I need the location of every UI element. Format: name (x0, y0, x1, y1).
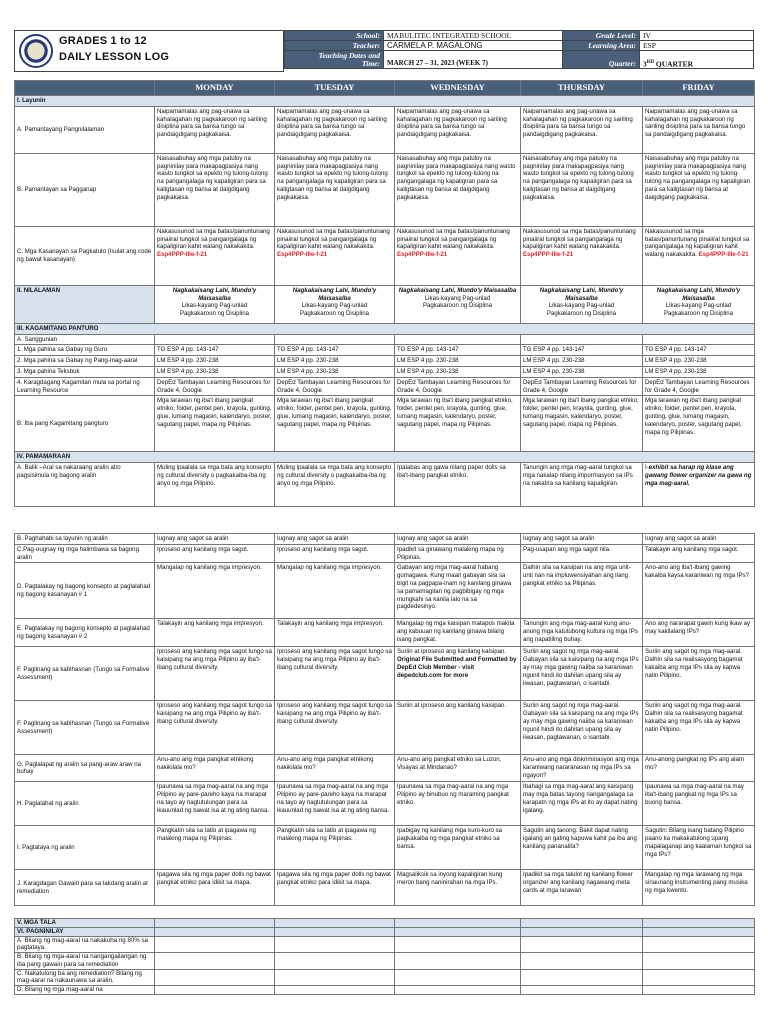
row-label: B. Pamantayan sa Pagganap (15, 153, 155, 226)
row-label: A. Bilang ng mag-aaral na nakakuha ng 80% sa pagtataya. (15, 936, 155, 953)
cell: Anu-anong pangkat ng IPs ang alam mo? (643, 755, 755, 782)
row-label: C.Pag-uugnay ng mga halimbawa sa bagong aralin (15, 544, 155, 563)
cell: Naipamamalas ang pag-unawa sa kahalagahan ng pagkakaroon ng sariling disiplina para sa bansa tungo sa pandaigdigang pagkakaisa. (521, 106, 643, 153)
cell: LM ESP 4 pp. 230-238 (643, 366, 755, 377)
cell (275, 334, 395, 345)
cell: DepEd Tambayan Learning Resources for Grade 4, Google (155, 377, 275, 396)
row-label: F. Paglinang sa kabihasnan (Tungo sa Formative Assessment) (15, 647, 155, 701)
cell: LM ESP 4 pp. 230-238 (275, 356, 395, 367)
header (14, 30, 754, 72)
cell: Pag-usapan ang mga sagot nila. (521, 544, 643, 563)
row-gabay-guro (15, 345, 755, 356)
cell: Anu-ano ang pangkat etniko sa Luzon, Visayas at Mindanao? (395, 755, 521, 782)
cell (521, 969, 643, 986)
area-label: Learning Area: (563, 41, 640, 51)
cell: LM ESP 4 pp. 230-238 (275, 366, 395, 377)
cell (275, 226, 395, 285)
section-label: VI. PAGNINILAY (15, 927, 155, 936)
cell: Anu-ano ang mga pangkat etnikong nakikilala mo? (275, 755, 395, 782)
day-thursday: THURSDAY (521, 81, 643, 96)
row-balik-aral (15, 463, 755, 507)
row-label: 4. Karagdagang Kagamitan mula sa portal ng Learning Resource (15, 377, 155, 396)
cell (395, 647, 521, 701)
header-info-table (284, 30, 754, 69)
row-karagdagang-gawain (15, 870, 755, 906)
row-sanggunian (15, 334, 755, 345)
cell (275, 953, 395, 970)
grade-label: Grade Level: (563, 31, 640, 41)
cell: Suriin ang sagot ng mga mag-aaral. Gabayan sila sa kaisipang na ang mga IPs ay may mga gawing naiiba sa karaniwan ngunit hindi ito dahilan upang sila ay iiwasan, pagtawanan, o isantabi. (521, 701, 643, 755)
dates-label-line1: Teaching Dates and (318, 50, 380, 60)
cell (521, 285, 643, 323)
row-label: G. Paglalapat ng aralin sa pang-araw araw na buhay (15, 755, 155, 782)
section-label: III. KAGAMITANG PANTURO (15, 323, 755, 334)
cell: LM ESP 4 pp. 230-238 (395, 356, 521, 367)
cell: TG ESP 4 pp. 143-147 (395, 345, 521, 356)
content-title: Nagkakaisang Lahi, Mundo'y Maisasalba (539, 286, 624, 302)
cell: Suriin ang sagot ng mga mag-aaral. Dalhin sila sa realisasyong bagamat kakaiba ang mga IPs sila ay kapwa natin Pilipino. (643, 701, 755, 755)
cell: LM ESP 4 pp. 230-238 (155, 366, 275, 377)
cell: Talakayin ang kanilang mga impresyon. (275, 619, 395, 647)
content-title: Nagkakaisang Lahi, Mundo'y Maisasalba (656, 286, 741, 302)
cell: Suriin ang sagot ng mga mag-aaral. Dalhin sila sa realisasyong bagamat kakaiba ang mga IPs sila ay kapwa natin Pilipino. (643, 647, 755, 701)
cell (155, 334, 275, 345)
cell: Anu-ano ang mga diskriminasyon ang mga karaniwang nararanasan ng mga IPs sa ngayon? (521, 755, 643, 782)
cell: Mangalap ng kanilang mga impresyon. (275, 563, 395, 619)
cell: Naipamamalas ang pag-unawa sa kahalagahan ng pagkakaroon ng sariling disiplina para sa bansa tungo sa pandaigdigang pagkakaisa. (155, 106, 275, 153)
cell: Iproseso ang kanilang mga sagot tungo sa kaisipang na ang mga Pilipino ay iba't-ibang cultural diversity. (155, 701, 275, 755)
row-label: C. Mga Kasanayan sa Pagkatuto (Isulat ang code ng bawat kasanayan) (15, 226, 155, 285)
cell (275, 285, 395, 323)
row-kasanayan-sa-pagkatuto (15, 226, 755, 285)
section-layunin (15, 96, 755, 107)
cell (275, 986, 395, 995)
day-friday: FRIDAY (643, 81, 755, 96)
dates-label (285, 51, 384, 69)
cell: DepEd Tambayan Learning Resources for Grade 4, Google (395, 377, 521, 396)
cell (643, 927, 755, 936)
teacher-value: CARMELA P. MAGALONG (384, 41, 563, 51)
cell (521, 986, 643, 995)
row-label: II. NILALAMAN (15, 285, 155, 323)
day-tuesday: TUESDAY (275, 81, 395, 96)
content-sub: Likas-kayang Pag-unlad (665, 302, 732, 310)
cell: TG ESP 4 pp. 143-147 (521, 345, 643, 356)
cell: Anu-ano ang mga pangkat etnikong nakikilala mo? (155, 755, 275, 782)
school-value: MABULITEC INTEGRATED SCHOOL (384, 31, 563, 41)
cell-text: Nakasusunod sa mga batas/panuntunang pinaiiral tungkol sa pangangalaga ng kapaligiran kahit walang nakakakita. (277, 227, 390, 251)
cell: Mangalap ng mga larawang ng mga sinaunang instrumenting pang musika ng mga kwento. (643, 870, 755, 906)
cell: Iproseso ang kanilang mga sagot tungo sa kaisipang na ang mga Pilipino ay iba't-ibang cultural diversity. (275, 647, 395, 701)
cell: Dalhin sila sa kaisipan na ang mga unit-unti nan na impluwensiyahan ang ilang pangkat etniko sa Pilipinas. (521, 563, 643, 619)
row-pagninilay-b (15, 953, 755, 970)
cell: Ipagawa sila ng mga paper dolls ng bawat pangkat etniko para idikit sa mapa. (275, 870, 395, 906)
cell (155, 927, 275, 936)
row-label: 2. Mga pahina sa Gabay ng Pang-mag-aaral (15, 356, 155, 367)
row-label: E. Pagtalakay ng bagong konsepto at paglalahad ng bagong kasanayan # 2 (15, 619, 155, 647)
row-pamantayan-sa-pagganap (15, 153, 755, 226)
content-sub: Pagkakaroon ng Disiplina (299, 310, 370, 318)
cell: Iproseso ang kanilang mga sagot. (155, 544, 275, 563)
cell: Talakayin ang kanilang mga impresyon. (155, 619, 275, 647)
cell: Talakayin ang kanilang mga sagot. (643, 544, 755, 563)
competency-code: Esp4PPP-IIIe-f-21 (523, 251, 574, 259)
cell (395, 969, 521, 986)
row-karagdagang-kagamitan (15, 377, 755, 396)
row-iba-pang-kagamitan (15, 396, 755, 452)
row-paglinang-2 (15, 701, 755, 755)
cell (521, 919, 643, 928)
cell (643, 334, 755, 345)
row-label: B. Iba pang Kagamitang pangturo (15, 396, 155, 452)
row-label: J. Karagdagan Gawain para sa takdang aralin at remediation (15, 870, 155, 906)
cell (155, 919, 275, 928)
cell-text: Nakasusunod sa mga batas/panuntunang pinaiiral tungkol sa pangangalaga ng kapaligiran kahit walang nakakakita. (157, 227, 270, 251)
row-pagninilay-a (15, 936, 755, 953)
cell: Pangkatin sila sa tatlo at ipagawa ng malaking mapa ng Pilipinas. (155, 826, 275, 870)
cell-note: Original File Submitted and Formatted by DepEd Club Member - visit depedclub.com for more (397, 656, 517, 679)
row-pagtalakay-2 (15, 619, 755, 647)
cell: LM ESP 4 pp. 230-238 (521, 356, 643, 367)
corner-cell (15, 81, 155, 96)
row-paglalahat (15, 782, 755, 826)
row-label: D. Pagtalakay ng bagong konsepto at paglalahad ng bagong kasanayan # 1 (15, 563, 155, 619)
row-pagninilay-c (15, 969, 755, 986)
competency-code: Esp4PPP-IIIe-f-21 (277, 251, 328, 259)
cell: DepEd Tambayan Learning Resources for Grade 4, Google (643, 377, 755, 396)
section-mga-tala (15, 919, 755, 928)
cell: DepEd Tambayan Learning Resources for Grade 4, Google (275, 377, 395, 396)
cell-text: exhibit sa harap ng klase ang gawang flower organizer na gawa ng mga mag-aaral. (645, 464, 752, 487)
row-gabay-mag-aaral (15, 356, 755, 367)
cell: TG ESP 4 pp. 143-147 (155, 345, 275, 356)
cell: LM ESP 4 pp. 230-238 (155, 356, 275, 367)
row-label: F. Paglinang sa kabihasnan (Tungo sa Formative Assessment) (15, 701, 155, 755)
cell (643, 285, 755, 323)
cell (395, 936, 521, 953)
content-sub: Pagkakaroon ng Disiplina (179, 310, 250, 318)
content-title: Nagkakaisang Lahi, Mundo'y Maisasalba (172, 286, 257, 302)
day-monday: MONDAY (155, 81, 275, 96)
cell (155, 285, 275, 323)
cell: DepEd Tambayan Learning Resources for Grade 4, Google (521, 377, 643, 396)
cell: Ipalabas ang gawa nilang paper dolls sa iba't-ibang pangkat etniko. (395, 463, 521, 507)
header-title-line2: DAILY LESSON LOG (59, 51, 170, 63)
row-label: A. Sanggunian (15, 334, 155, 345)
content-sub: Likas-kayang Pag-unlad (424, 294, 491, 302)
cell: Naipamamalas ang pag-unawa sa kahalagahan ng pagkakaroon ng sariling disiplina para sa bansa tungo sa pandaigdigang pagkakaisa. (395, 106, 521, 153)
cell: Ipagawa sila ng mga paper dolls ng bawat pangkat etniko para idikit sa mapa. (155, 870, 275, 906)
row-label: 1. Mga pahina sa Gabay ng Guro (15, 345, 155, 356)
cell: Suriin at iproseso ang kanilang kaisipan. (395, 701, 521, 755)
cell: Pangkatin sila sa tatlo at ipagawa ng malaking mapa ng Pilipinas. (275, 826, 395, 870)
cell-text: Nakasusunod sa mga batas/panuntunang pinaiiral tungkol sa pangangalaga ng kapaligiran kahit walang nakakakita. (523, 227, 636, 251)
area-value: ESP (640, 41, 754, 51)
row-paglinang-1 (15, 647, 755, 701)
cell (521, 927, 643, 936)
cell: Sagutin ang tanong: Bakit dapat nating igalang an gating kapuwa kahit pa iba ang kanilang pananalita? (521, 826, 643, 870)
row-label: D. Bilang ng mga mag-aaral na (15, 986, 155, 995)
cell: Mga larawan ng iba't ibang pangkat etniko, folder, pentel pen, krayola, gunting, glue, lumang magasin, kalendaryo, poster, sagutang papel, mapa ng Pilipinas. (155, 396, 275, 452)
dates-value: MARCH 27 – 31, 2023 (WEEK 7) (384, 51, 563, 69)
cell: Iproseso ang kanilang mga sagot. (275, 544, 395, 563)
row-pagninilay-d (15, 986, 755, 995)
cell: Suriin ang sagot ng mga mag-aaral. Gabayan sila sa kaisipang na ang mga IPs ay may mga gawing naiiba sa karaniwan ngunit hindi ito dahilan upang sila ay iiwasan, pagtawanan, o isantabi. (521, 647, 643, 701)
cell: Ipadikit sa mga talulot ng kanilang flower organizer ang kanilang nagawang meta cards at mga larawan (521, 870, 643, 906)
competency-code: Esp4PPP-IIIe-f-21 (698, 251, 749, 259)
cell: Naipamamalas ang pag-unawa sa kahalagahan ng pagkakaroon ng sariling disiplina para sa bansa tungo sa pandaigdigang pagkakaisa. (643, 106, 755, 153)
cell (521, 953, 643, 970)
row-paghahabi (15, 534, 755, 545)
header-title-box (14, 30, 284, 72)
cell: LM ESP 4 pp. 230-238 (521, 366, 643, 377)
cell: Sagutin: Bilang isang batang Pilipino paano ka makakatulong upang mapalaganap ang kaalaman tungkol sa mga IPs? (643, 826, 755, 870)
cell: LM ESP 4 pp. 230-238 (643, 356, 755, 367)
cell (395, 927, 521, 936)
cell: TG ESP 4 pp. 143-147 (275, 345, 395, 356)
row-label: I. Pagtataya ng aralin (15, 826, 155, 870)
quarter-text: QUARTER (653, 59, 694, 68)
cell: Mga larawan ng iba't ibang pangkat etniko, folder, pentel pen, krayola, gunting, glue, lumang magasin, kalendaryo, poster, sagutang papel, mapa ng Pilipinas. (275, 396, 395, 452)
row-nilalaman (15, 285, 755, 323)
content-sub: Pagkakaroon ng Disiplina (663, 310, 734, 318)
section-pagninilay (15, 927, 755, 936)
cell (643, 226, 755, 285)
cell: Muling ipaalala sa mga bata ang konsepto ng cultural diversity o pagkakaiba-iba ng anyo ng mga Pilipino. (155, 463, 275, 507)
cell: Mga larawan ng iba't ibang pangkat etniko, folder, pentel pen, krayola, gunting, glue, lumang magasin, kalendaryo, poster, sagutang papel, mapa ng Pilipinas. (395, 396, 521, 452)
row-label: A. Balik –Aral sa nakaraang aralin at/o pagsisimula ng bagong aralin (15, 463, 155, 507)
cell: Mangalap ng kanilang mga impresyon. (155, 563, 275, 619)
cell (521, 226, 643, 285)
cell (395, 226, 521, 285)
cell (643, 919, 755, 928)
deped-seal-icon (19, 34, 53, 68)
row-label: C. Nakatulong ba ang remediation? Bilang ng mag-aaral na nakaunawa sa aralin. (15, 969, 155, 986)
cell: Iproseso ang kanilang mga sagot tungo sa kaisipang na ang mga Pilipino ay iba't-ibang cultural diversity. (275, 701, 395, 755)
row-label: B. Bilang ng mga-aaral na nangangailangan ng iba pang gawain para sa remediation (15, 953, 155, 970)
cell: Iugnay ang sagot sa aralin (643, 534, 755, 545)
competency-code: Esp4PPP-IIIe-f-21 (157, 251, 208, 259)
cell: Ibahagi sa mga mag-aaral ang kaisipang may mga batas tayong nangangalaga sa karapatn ng mga IPs at ito ay dapat nating igalang. (521, 782, 643, 826)
cell-text: Suriin at iproseso ang kanilang kaisipan. (397, 648, 507, 656)
competency-code: Esp4PPP-IIIe-f-21 (397, 251, 448, 259)
cell (155, 936, 275, 953)
cell: Ipaunawa sa mga mag-aaral na may iba't-ibang pangkat ng mga IPs sa buong bansa. (643, 782, 755, 826)
cell (155, 953, 275, 970)
cell (155, 986, 275, 995)
cell: Gabayan ang mga mag-aaral habang gumagawa. Kung maari gabayan sila sa bigit na pagpapa-inam ng kanilang ginawa sa pamamagitan ng pagbibigay ng mga mungkahi sa kanila lalo na sa pagdedesinyo. (395, 563, 521, 619)
cell: Naisasabuhay ang mga patuloy na pagninilay para makapagpasiya nang wasto tungkol sa epekto ng tulong-tulong na pangangalaga ng kapaligiran para sa kaligtasan ng bansa at daigdigang pagkakaisa. (275, 153, 395, 226)
row-pag-uugnay (15, 544, 755, 563)
content-sub: Pagkakaroon ng Disiplina (546, 310, 617, 318)
cell (643, 953, 755, 970)
section-label: I. Layunin (15, 96, 755, 107)
row-pagtalakay-1 (15, 563, 755, 619)
cell (395, 919, 521, 928)
row-label: A. Pamantayang Pangnilalaman (15, 106, 155, 153)
quarter-label: Quarter: (563, 51, 640, 69)
cell: Naisasabuhay ang mga patuloy na pagninilay para makapagpasiya nang wasto tungkol sa epekto ng tulong-tulong na pangangalaga ng kapaligiran para sa kaligtasan ng bansa at daigdigang pagkakaisa. (643, 153, 755, 226)
cell (643, 969, 755, 986)
cell: Iugnay ang sagot sa aralin (521, 534, 643, 545)
cell (395, 285, 521, 323)
row-label: H. Paglalahat ng aralin (15, 782, 155, 826)
cell: Naipamamalas ang pag-unawa sa kahalagahan ng pagkakaroon ng sariling disiplina para sa bansa tungo sa pandaigdigang pagkakaisa. (275, 106, 395, 153)
cell: Ipaunawa sa mga mag-aaral na ang mga Pilipino ay pare-pareho kaya na marapat na tayo ay nagtutulungan para sa ikauunlad ng bawat isa at ng ating bansa. (155, 782, 275, 826)
cell (275, 919, 395, 928)
quarter-sup: RD (646, 59, 654, 65)
header-title-line1: GRADES 1 to 12 (59, 35, 147, 47)
cell: Naisasabuhay ang mga patuloy na pagninilay para makapagpasiya nang wasto tungkol sa epekto ng tulong-tulong na pangangalaga ng kapaligiran para sa kaligtasan ng bansa at daigdigang pagkakaisa. (155, 153, 275, 226)
cell: Muling ipaalala sa mga bata ang konsepto ng cultural diversity o pagkakaiba-iba ng anyo ng mga Pilipino. (275, 463, 395, 507)
cell-text: Nakasusunod sa mga batas/panuntunang pinaiiral tungkol sa pangangalaga ng kapaligiran kahit walang nakakakita. (397, 227, 510, 251)
cell: Ipaunawa sa mga mag-aaral na ang mga Pilipino ay binubuo ng maraming pangkat etniko. (395, 782, 521, 826)
cell-text: Nakasusunod sa mga batas/panuntunang pinaiiral tungkol sa pangangalaga ng kapaligiran kahit walang nakakakita. (645, 227, 750, 259)
cell (395, 953, 521, 970)
remarks-table (14, 918, 755, 995)
cell: Iugnay ang sagot sa aralin (395, 534, 521, 545)
cell (275, 936, 395, 953)
content-sub: Likas-kayang Pag-unlad (301, 302, 368, 310)
row-label: 3. Mga pahina Teksbuk (15, 366, 155, 377)
cell (155, 969, 275, 986)
cell: Ano ang nararapat gawin kung ikaw ay may kakilalang IPs? (643, 619, 755, 647)
cell: Ano-ano ang iba't-ibang gawing kakaiba kaysa karaniwan ng mga IPs? (643, 563, 755, 619)
section-pamamaraan (15, 452, 755, 463)
cell: Ipadikit sa ginawang malaking mapa ng Pilipinas. (395, 544, 521, 563)
section-label: IV. PAMAMARAAN (15, 452, 755, 463)
cell: Ipaunawa sa mga mag-aaral na ang mga Pilipino ay pare-pareho kaya na marapat na tayo ay nagtutulungan para sa ikauunlad ng bawat isa at ng ating bansa. (275, 782, 395, 826)
day-header-row (15, 81, 755, 96)
row-teksbuk (15, 366, 755, 377)
cell: Tanungin ang mga mag-aaral tungkol sa mga nakalap nilang impormasyon sa IPs na nakatira sa kanilang kapaligiran. (521, 463, 643, 507)
cell: LM ESP 4 pp. 230-238 (395, 366, 521, 377)
school-label: School: (285, 31, 384, 41)
teacher-label: Teacher: (285, 41, 384, 51)
cell: Naisasabuhay ang mga patuloy na pagninilay para makapagpasiya nang wasto tungkol sa epekto ng tulong-tulong na pangangalaga ng kapaligiran para sa kaligtasan ng bansa at daigdigang pagkakaisa. (395, 153, 521, 226)
cell: Magsaliksik sa inyong kapaligiran kung meron bang naninirahan na mga IPs. (395, 870, 521, 906)
row-pagtataya (15, 826, 755, 870)
cell: Tanungin ang mga mag-aaral kung anu-anong mga katutubong kultura ng mga IPs ang napatilling buhay. (521, 619, 643, 647)
content-sub: Likas-kayang Pag-unlad (181, 302, 248, 310)
grade-value: IV (640, 31, 754, 41)
cell (275, 927, 395, 936)
cell (643, 936, 755, 953)
cell (643, 463, 755, 507)
cell: Iugnay ang sagot sa aralin (275, 534, 395, 545)
lesson-table-part2 (14, 533, 755, 906)
cell (275, 969, 395, 986)
content-sub: Pagkakaroon ng Disiplina (422, 302, 493, 310)
section-kagamitan (15, 323, 755, 334)
cell (155, 226, 275, 285)
lesson-table-part1 (14, 80, 755, 507)
cell (521, 334, 643, 345)
quarter-num: 3 (643, 59, 647, 68)
cell (643, 986, 755, 995)
row-paglalapat (15, 755, 755, 782)
cell: Mga larawan ng iba't ibang pangkat etniko, folder, pentel pen, krayola, gunting, glue, lumang magasin, kalendaryo, poster, sagutang papel, mapa ng Pilipinas. (521, 396, 643, 452)
dates-label-line2: Time: (361, 58, 380, 68)
content-title: Nagkakaisang Lahi, Mundo'y Maisasalba (398, 286, 517, 294)
cell: Mga larawan ng iba't ibang pangkat etniko, folder, pentel pen, krayola, gunting, glue, lumang magasin, kalendaryo, poster, sagutang papel, mapa ng Pilipinas. (643, 396, 755, 452)
cell: Iugnay ang sagot sa aralin (155, 534, 275, 545)
row-label: B. Paghahabi sa layunin ng aralin (15, 534, 155, 545)
cell: Mangalap ng mga kaisipan matapos makita ang kabuuan ng kanilang ginawa bilang isang pangkat. (395, 619, 521, 647)
cell-prefix: I- (645, 464, 649, 472)
content-sub: Likas-kayang Pag-unlad (548, 302, 615, 310)
row-pamantayang-pangnilalaman (15, 106, 755, 153)
cell: TG ESP 4 pp. 143-147 (643, 345, 755, 356)
cell: Ipabigay ng kanilang mga kuro-kuro sa pagkakaiba ng mga pangkat etniko sa bansa. (395, 826, 521, 870)
cell (395, 986, 521, 995)
section-label: V. MGA TALA (15, 919, 155, 928)
cell (395, 334, 521, 345)
cell: Naisasabuhay ang mga patuloy na pagninilay para makapagpasiya nang wasto tungkol sa epekto ng tulong-tulong na pangangalaga ng kapaligiran para sa kaligtasan ng bansa at daigdigang pagkakaisa. (521, 153, 643, 226)
content-title: Nagkakaisang Lahi, Mundo'y Maisasalba (292, 286, 377, 302)
day-wednesday: WEDNESDAY (395, 81, 521, 96)
cell: Iproseso ang kanilang mga sagot tungo sa kaisipang na ang mga Pilipino ay iba't-ibang cultural diversity. (155, 647, 275, 701)
quarter-value (640, 51, 754, 69)
cell (521, 936, 643, 953)
